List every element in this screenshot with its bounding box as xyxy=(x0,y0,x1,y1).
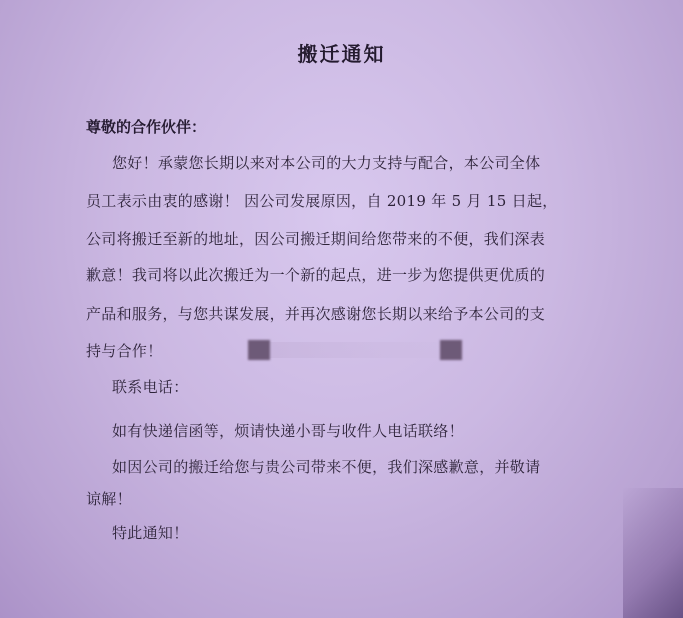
body-line: 您好！承蒙您长期以来对本公司的大力支持与配合，本公司全体 xyxy=(112,154,541,172)
redaction-block xyxy=(248,340,270,360)
body-line: 如有快递信函等，烦请快递小哥与收件人电话联络！ xyxy=(112,422,464,440)
photo-shadow xyxy=(623,488,683,618)
body-line: 歉意！我司将以此次搬迁为一个新的起点，进一步为您提供更优质的 xyxy=(86,266,546,284)
salutation: 尊敬的合作伙伴： xyxy=(86,118,207,136)
contact-phone-line: 联系电话： xyxy=(112,378,189,396)
body-line: 员工表示由衷的感谢！ 因公司发展原因，自 2019 年 5 月 15 日起， xyxy=(86,192,558,210)
redaction-block xyxy=(440,340,462,360)
redaction-smudge xyxy=(270,342,440,358)
body-line: 持与合作！ xyxy=(86,342,163,360)
page-title: 搬迁通知 xyxy=(297,42,386,66)
closing-line: 特此通知！ xyxy=(112,524,189,542)
body-line: 如因公司的搬迁给您与贵公司带来不便，我们深感歉意，并敬请 xyxy=(112,458,541,476)
body-line: 谅解！ xyxy=(86,490,132,508)
body-line: 产品和服务，与您共谋发展，并再次感谢您长期以来给予本公司的支 xyxy=(86,305,546,323)
body-line: 公司将搬迁至新的地址，因公司搬迁期间给您带来的不便，我们深表 xyxy=(86,230,546,248)
